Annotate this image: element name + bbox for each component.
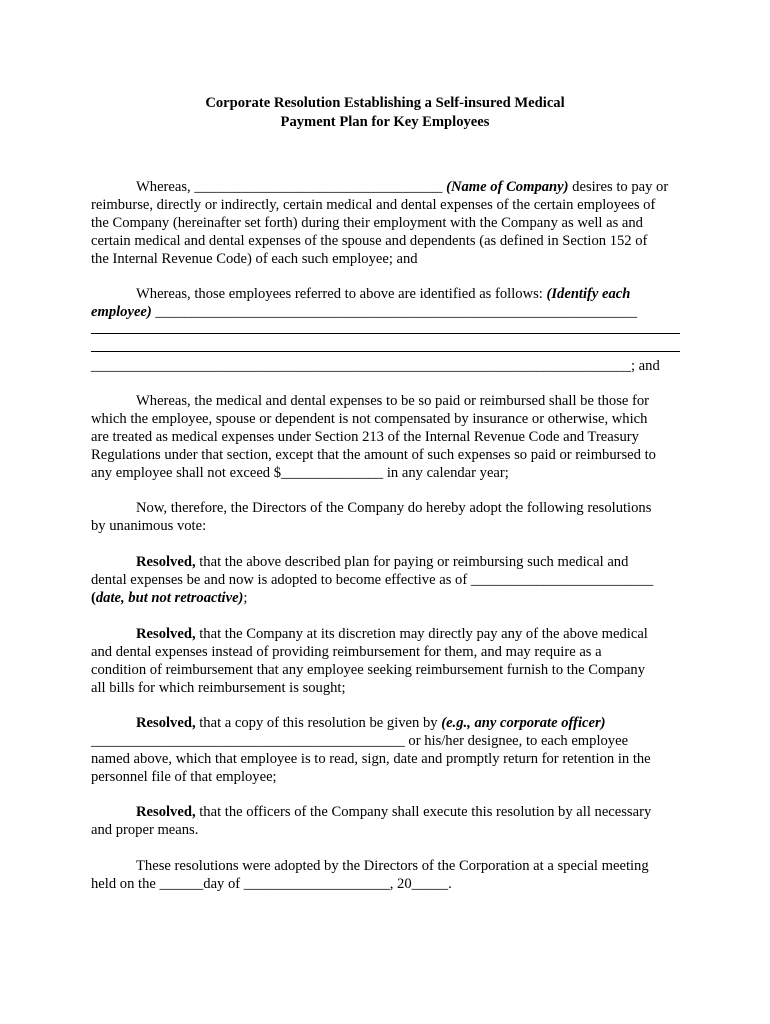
paragraph-resolved-officers bbox=[91, 803, 687, 839]
paragraph-line: all bills for which reimbursement is sought; bbox=[91, 680, 346, 696]
identify-employee-placeholder: (Identify each bbox=[546, 286, 631, 302]
blank-line bbox=[91, 333, 680, 334]
paragraph-line: personnel file of that employee; bbox=[91, 769, 277, 785]
paragraph-resolved-discretion bbox=[91, 625, 687, 697]
resolved-label: Resolved, bbox=[136, 626, 196, 642]
paragraph-line: the Internal Revenue Code) of each such employee; and bbox=[91, 251, 418, 267]
paragraph-line: ___________________________________________ or his/her designee, to each employee bbox=[91, 733, 629, 749]
paragraph-line bbox=[91, 714, 687, 732]
text-run: ( bbox=[91, 590, 96, 606]
paragraph-adoption bbox=[91, 857, 687, 893]
paragraph-line: reimburse, directly or indirectly, certain medical and dental expenses of the certain employees of bbox=[91, 197, 656, 213]
paragraph-line: held on the ______day of ____________________, 20_____. bbox=[91, 876, 452, 892]
document-title-line-2: Payment Plan for Key Employees bbox=[280, 114, 490, 130]
resolved-label: Resolved, bbox=[136, 554, 196, 570]
text-run: desires to pay or bbox=[568, 179, 669, 195]
paragraph-line: __________________________________________________________________________; and bbox=[91, 358, 660, 374]
paragraph-line bbox=[91, 625, 687, 643]
paragraph-line: Whereas, the medical and dental expenses to be so paid or reimbursed shall be those for bbox=[136, 393, 650, 409]
paragraph-line bbox=[91, 285, 687, 303]
paragraph-line: and proper means. bbox=[91, 822, 199, 838]
officer-placeholder: (e.g., any corporate officer) bbox=[441, 715, 606, 731]
paragraph-resolved-plan bbox=[91, 553, 687, 607]
text-run: that a copy of this resolution be given by bbox=[195, 715, 442, 731]
paragraph-line: any employee shall not exceed $______________ in any calendar year; bbox=[91, 465, 509, 481]
paragraph-resolved-copy bbox=[91, 714, 687, 786]
text-run: Whereas, those employees referred to above are identified as follows: bbox=[136, 286, 547, 302]
paragraph-line bbox=[91, 178, 687, 196]
document-title-line-1: Corporate Resolution Establishing a Self-insured Medical bbox=[205, 95, 565, 111]
paragraph-line: the Company (hereinafter set forth) during their employment with the Company as well as and bbox=[91, 215, 643, 231]
paragraph-line bbox=[91, 553, 687, 571]
paragraph-line: by unanimous vote: bbox=[91, 518, 207, 534]
text-run: that the officers of the Company shall execute this resolution by all necessary bbox=[195, 804, 652, 820]
paragraph-line: These resolutions were adopted by the Directors of the Corporation at a special meeting bbox=[136, 858, 649, 874]
employee-label: employee) bbox=[91, 304, 152, 320]
text-run: that the above described plan for paying or reimbursing such medical and bbox=[195, 554, 629, 570]
paragraph-line: which the employee, spouse or dependent is not compensated by insurance or otherwise, which bbox=[91, 411, 648, 427]
resolved-label: Resolved, bbox=[136, 804, 196, 820]
resolved-label: Resolved, bbox=[136, 715, 196, 731]
text-run: Whereas, __________________________________ bbox=[136, 179, 447, 195]
text-run: that the Company at its discretion may directly pay any of the above medical bbox=[195, 626, 648, 642]
paragraph-whereas-expenses bbox=[91, 392, 687, 482]
date-placeholder: date, but not retroactive) bbox=[95, 590, 244, 606]
employee-blank: __________________________________________________________________ bbox=[151, 304, 638, 320]
company-name-placeholder: (Name of Company) bbox=[446, 179, 569, 195]
paragraph-line-end bbox=[91, 357, 687, 375]
blank-line bbox=[91, 351, 680, 352]
paragraph-whereas-employees bbox=[91, 285, 687, 321]
paragraph-line: Regulations under that section, except that the amount of such expenses so paid or reimbursed to bbox=[91, 447, 656, 463]
paragraph-line: certain medical and dental expenses of the spouse and dependents (as defined in Section 152 of bbox=[91, 233, 648, 249]
paragraph-line: named above, which that employee is to read, sign, date and promptly return for retention in the bbox=[91, 751, 651, 767]
paragraph-line bbox=[91, 589, 687, 607]
paragraph-line: and dental expenses instead of providing reimbursement for them, and may require as a bbox=[91, 644, 602, 660]
paragraph-line: are treated as medical expenses under Section 213 of the Internal Revenue Code and Treasury bbox=[91, 429, 639, 445]
text-run: ; bbox=[243, 590, 248, 606]
paragraph-line: condition of reimbursement that any employee seeking reimbursement furnish to the Company bbox=[91, 662, 646, 678]
paragraph-whereas-company bbox=[91, 178, 687, 268]
paragraph-line: Now, therefore, the Directors of the Company do hereby adopt the following resolutions bbox=[136, 500, 652, 516]
paragraph-now-therefore bbox=[91, 499, 687, 535]
paragraph-line bbox=[91, 803, 687, 821]
paragraph-line bbox=[91, 303, 687, 321]
paragraph-line: dental expenses be and now is adopted to become effective as of _________________________ bbox=[91, 572, 654, 588]
